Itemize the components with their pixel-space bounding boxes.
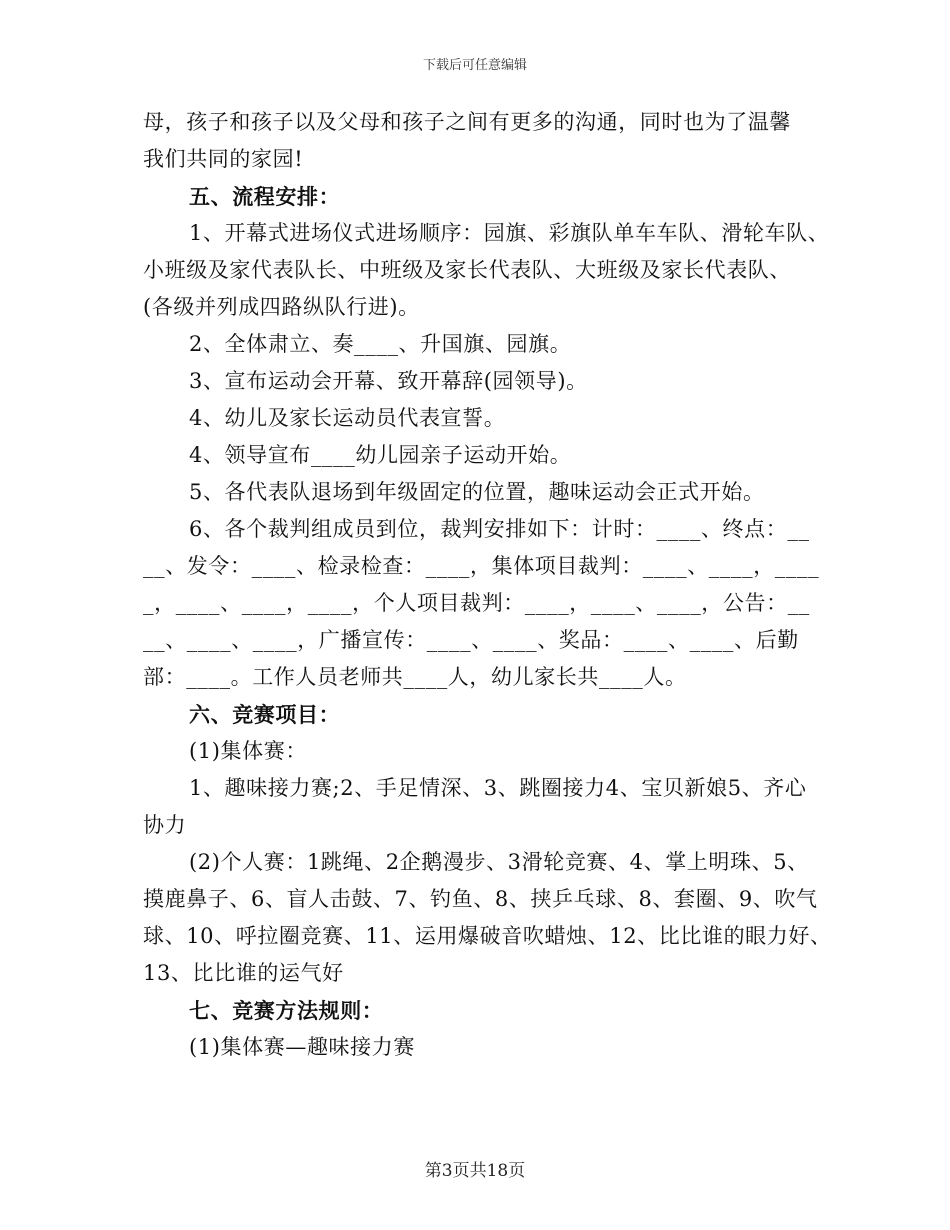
body-line: _，____、____，____，个人项目裁判：____，____、____，公告：__ xyxy=(143,591,810,615)
body-line: 摸鹿鼻子、6、盲人击鼓、7、钓鱼、8、挟乒乓球、8、套圈、9、吹气 xyxy=(143,887,818,911)
section-heading: 六、竞赛项目： xyxy=(189,702,341,727)
body-line: 协力 xyxy=(143,813,187,837)
page-footer: 第3页共18页 xyxy=(424,1161,526,1181)
body-line: (1)集体赛： xyxy=(189,739,307,763)
body-line: 5、各代表队退场到年级固定的位置，趣味运动会正式开始。 xyxy=(189,480,765,504)
body-line: 6、各个裁判组成员到位，裁判安排如下：计时：____、终点：__ xyxy=(189,517,810,541)
document-body xyxy=(143,104,832,1066)
body-line: 13、比比谁的运气好 xyxy=(143,961,344,985)
body-line: 4、领导宣布____幼儿园亲子运动开始。 xyxy=(189,443,572,467)
body-line: __、发令：____、检录检查：____，集体项目裁判：____、____，____ xyxy=(143,554,820,578)
body-line: 4、幼儿及家长运动员代表宣誓。 xyxy=(189,406,506,430)
section-heading: 五、流程安排： xyxy=(189,184,341,209)
body-line: (各级并列成四路纵队行进)。 xyxy=(143,295,420,319)
body-line: 部：____。工作人员老师共____人，幼儿家长共____人。 xyxy=(143,665,687,689)
body-line: 母，孩子和孩子以及父母和孩子之间有更多的沟通，同时也为了温馨 xyxy=(143,110,791,134)
body-line: 1、趣味接力赛;2、手足情深、3、跳圈接力4、宝贝新娘5、齐心 xyxy=(189,776,807,800)
body-line: 球、10、呼拉圈竞赛、11、运用爆破音吹蜡烛、12、比比谁的眼力好、 xyxy=(143,924,832,948)
body-line: 2、全体肃立、奏____、升国旗、园旗。 xyxy=(189,332,572,356)
body-line: 小班级及家代表队长、中班级及家长代表队、大班级及家长代表队、 xyxy=(143,258,791,282)
body-line: 1、开幕式进场仪式进场顺序：园旗、彩旗队单车车队、滑轮车队、 xyxy=(189,221,830,245)
body-line: __、____、____，广播宣传：____、____、奖品：____、____、后勤 xyxy=(143,628,799,652)
body-line: (2)个人赛：1跳绳、2企鹅漫步、3滑轮竞赛、4、掌上明珠、5、 xyxy=(189,850,809,874)
section-heading: 七、竞赛方法规则： xyxy=(189,998,384,1023)
page-header: 下载后可任意编辑 xyxy=(422,58,527,73)
body-line: (1)集体赛—趣味接力赛 xyxy=(189,1035,415,1059)
body-line: 3、宣布运动会开幕、致开幕辞(园领导)。 xyxy=(189,369,588,393)
body-line: 我们共同的家园! xyxy=(143,147,304,171)
